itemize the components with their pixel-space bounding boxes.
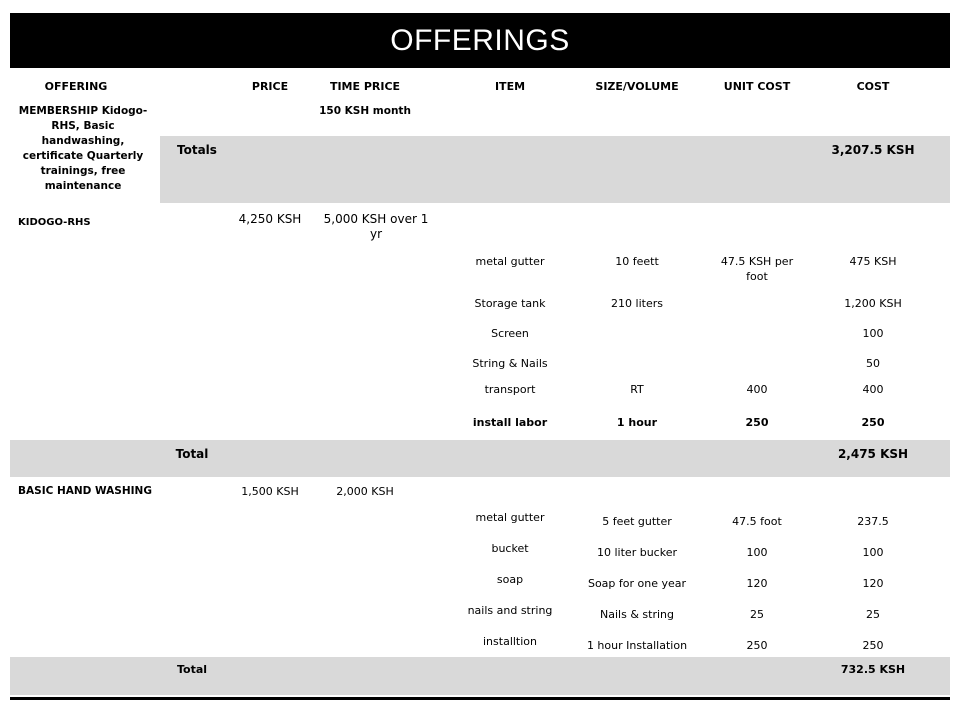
- kidogo-size: 210 liters: [611, 297, 663, 310]
- handwashing-size: 10 liter bucker: [597, 546, 677, 559]
- page-title: OFFERINGS: [10, 13, 950, 68]
- handwashing-unit: 25: [750, 608, 764, 621]
- kidogo-total-label: Total: [175, 447, 209, 461]
- handwashing-unit: 100: [746, 546, 768, 559]
- handwashing-item: nails and string: [467, 604, 553, 617]
- kidogo-size: RT: [630, 383, 644, 396]
- handwashing-size: 1 hour Installation: [586, 639, 688, 652]
- kidogo-item: Screen: [491, 327, 529, 340]
- handwashing-total-band: [10, 657, 950, 695]
- kidogo-cost: 250: [861, 416, 885, 429]
- handwashing-cost: 237.5: [857, 515, 889, 528]
- handwashing-unit: 47.5 foot: [732, 515, 782, 528]
- kidogo-unit: 47.5 KSH per foot: [720, 255, 794, 283]
- handwashing-cost: 120: [862, 577, 884, 590]
- membership-totals-value: 3,207.5 KSH: [831, 143, 915, 157]
- handwashing-price: 1,500 KSH: [241, 485, 299, 498]
- handwashing-cost: 25: [866, 608, 880, 621]
- kidogo-size: 1 hour: [616, 416, 658, 429]
- kidogo-unit: 250: [745, 416, 769, 429]
- kidogo-size: 10 feett: [615, 255, 659, 268]
- kidogo-item: Storage tank: [474, 297, 546, 310]
- kidogo-time-price: 5,000 KSH over 1 yr: [323, 212, 429, 241]
- handwashing-total-value: 732.5 KSH: [840, 663, 906, 676]
- kidogo-unit: 400: [746, 383, 768, 396]
- handwashing-size: Nails & string: [600, 608, 674, 621]
- kidogo-total-band: [10, 440, 950, 477]
- col-time-price: TIME PRICE: [329, 80, 401, 93]
- col-item: ITEM: [494, 80, 526, 93]
- kidogo-total-value: 2,475 KSH: [837, 447, 909, 461]
- handwashing-item: soap: [496, 573, 524, 586]
- kidogo-cost: 50: [866, 357, 880, 370]
- handwashing-total-label: Total: [176, 663, 208, 676]
- kidogo-item: transport: [484, 383, 536, 396]
- kidogo-offering: KIDOGO-RHS: [18, 217, 91, 228]
- handwashing-time-price: 2,000 KSH: [336, 485, 394, 498]
- kidogo-item: install labor: [472, 416, 548, 429]
- kidogo-cost: 100: [862, 327, 884, 340]
- membership-offering: MEMBERSHIP Kidogo-RHS, Basic handwashing, certificate Quarterly trainings, free maintenance: [18, 105, 148, 192]
- col-unit-cost: UNIT COST: [723, 80, 791, 93]
- bottom-rule: [10, 697, 950, 700]
- kidogo-price: 4,250 KSH: [238, 212, 302, 226]
- handwashing-cost: 100: [862, 546, 884, 559]
- handwashing-size: 5 feet gutter: [602, 515, 672, 528]
- kidogo-cost: 475 KSH: [849, 255, 897, 268]
- col-cost: COST: [856, 80, 890, 93]
- col-size-volume: SIZE/VOLUME: [595, 80, 679, 93]
- kidogo-item: metal gutter: [475, 255, 545, 268]
- handwashing-item: metal gutter: [475, 511, 545, 524]
- col-price: PRICE: [251, 80, 289, 93]
- membership-time-price: 150 KSH month: [319, 105, 411, 117]
- handwashing-unit: 250: [746, 639, 768, 652]
- membership-totals-label: Totals: [177, 143, 217, 157]
- kidogo-cost: 1,200 KSH: [844, 297, 902, 310]
- handwashing-offering: BASIC HAND WASHING: [18, 485, 152, 497]
- handwashing-item: bucket: [491, 542, 529, 555]
- handwashing-unit: 120: [746, 577, 768, 590]
- handwashing-cost: 250: [862, 639, 884, 652]
- col-offering: OFFERING: [44, 80, 108, 93]
- handwashing-item: installtion: [483, 635, 537, 648]
- handwashing-size: Soap for one year: [587, 577, 687, 590]
- kidogo-cost: 400: [862, 383, 884, 396]
- kidogo-item: String & Nails: [472, 357, 548, 370]
